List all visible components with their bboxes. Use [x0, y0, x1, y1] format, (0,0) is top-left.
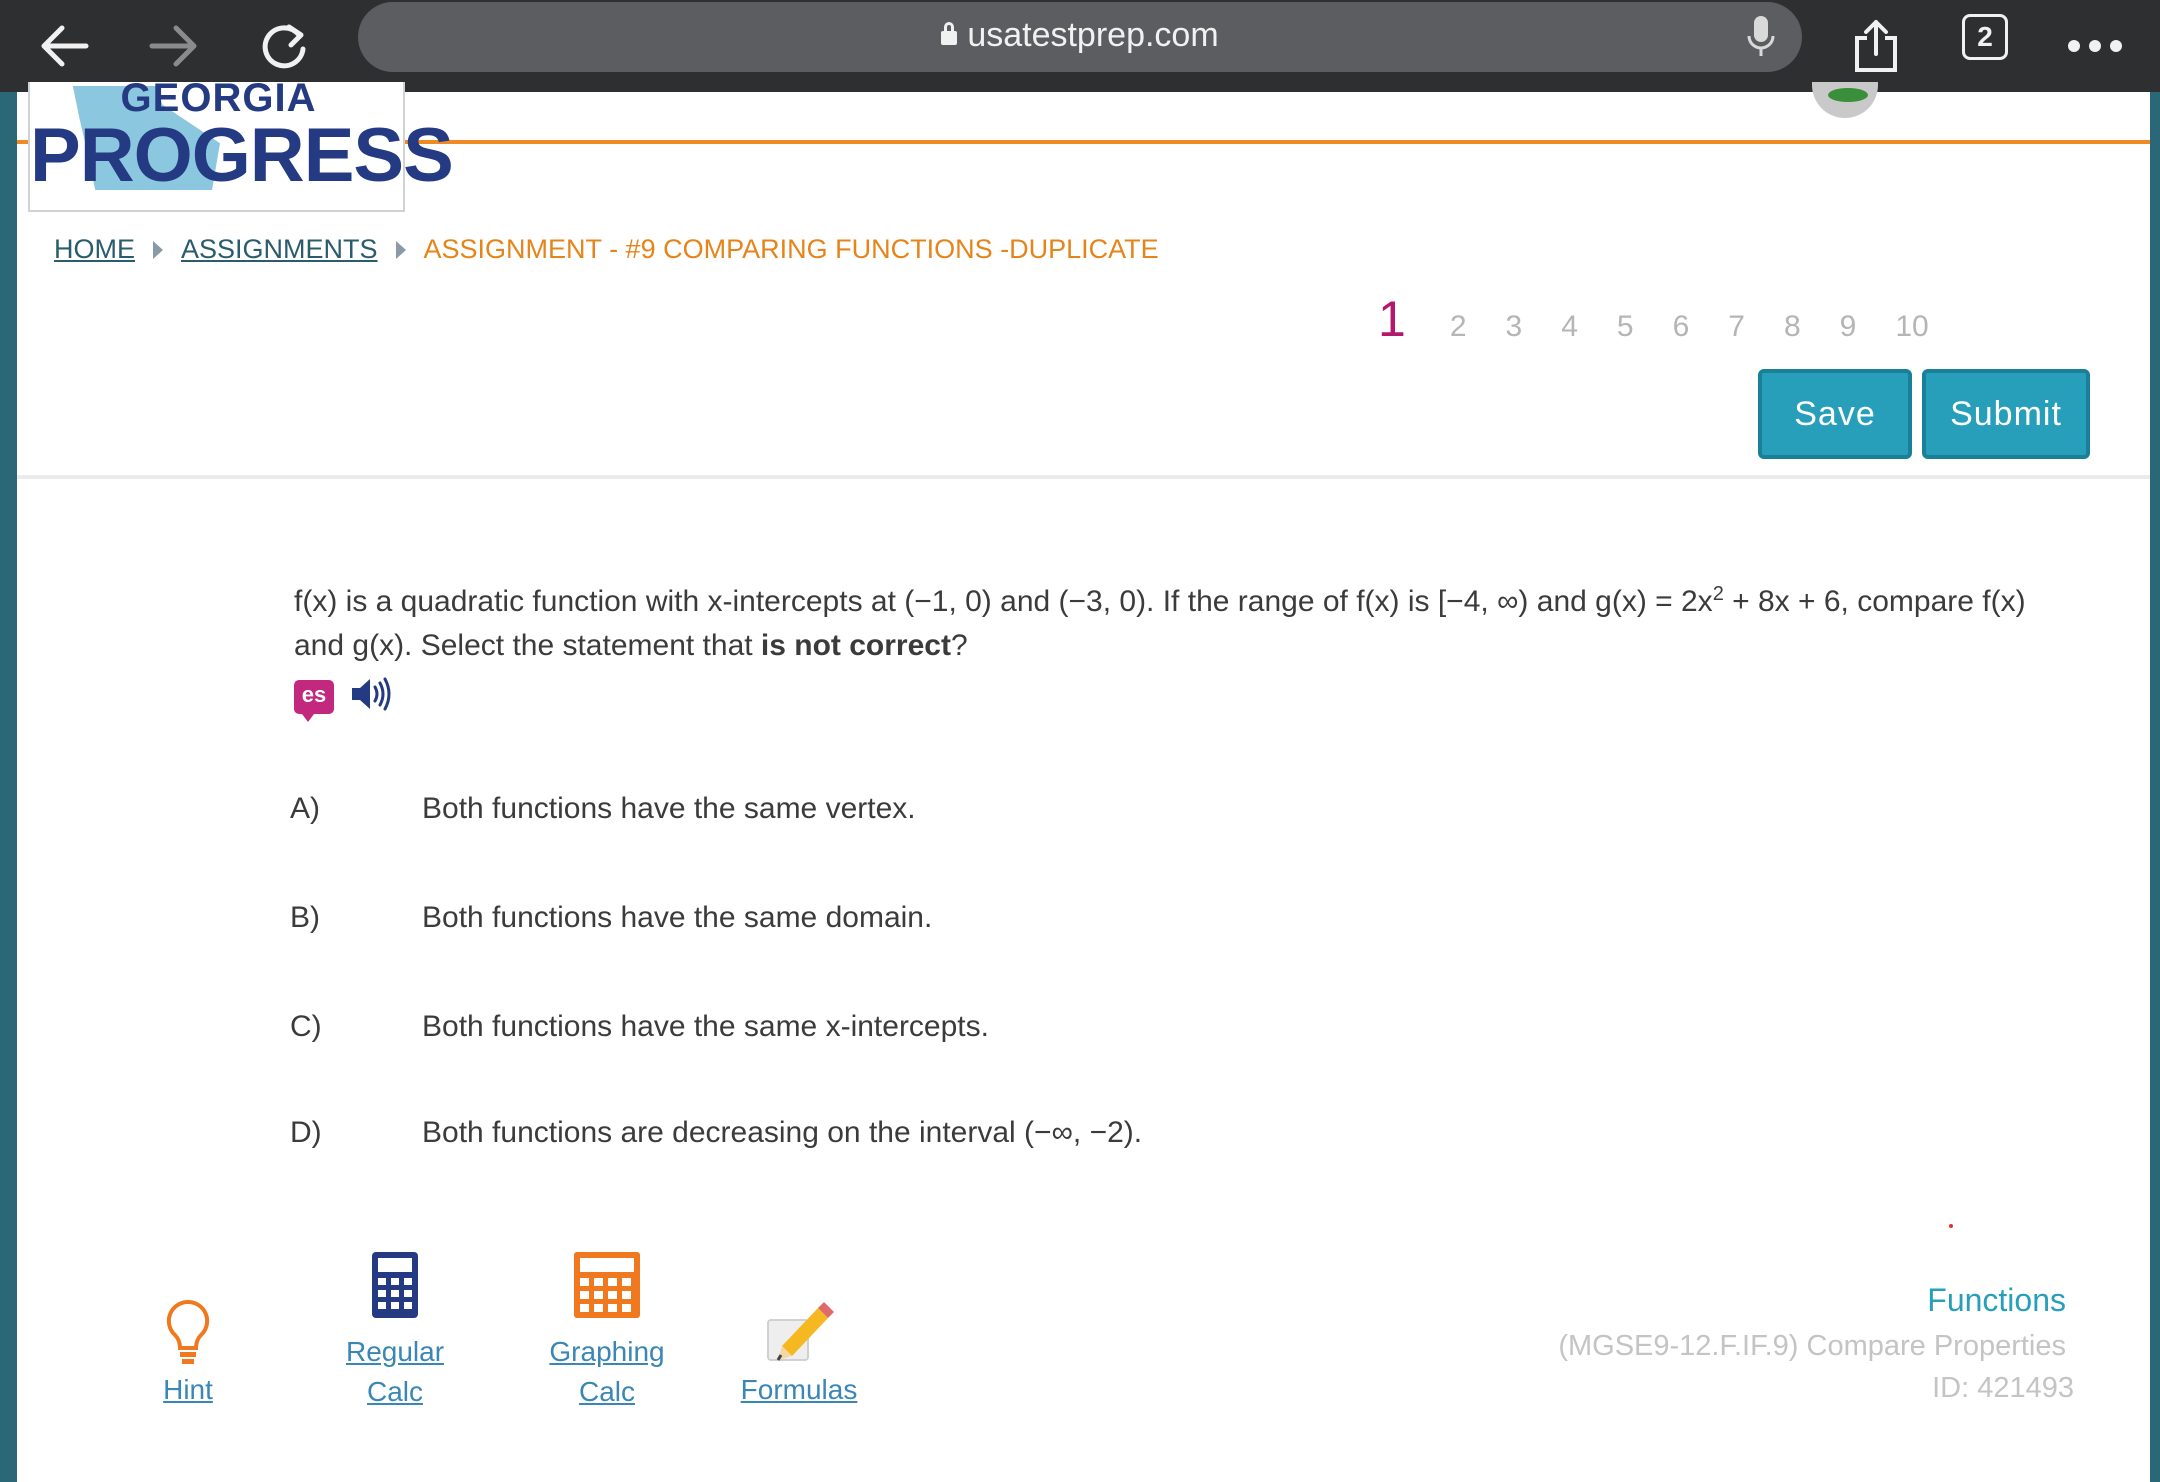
pencil-icon	[738, 1298, 860, 1370]
page-number-9[interactable]: 9	[1839, 310, 1857, 343]
microphone-icon[interactable]	[1746, 14, 1776, 65]
answer-text: Both functions have the same x-intercepts.	[422, 1010, 989, 1043]
formulas-tool[interactable]	[738, 1298, 860, 1410]
page-number-3[interactable]: 3	[1505, 310, 1523, 343]
save-button[interactable]: Save	[1758, 369, 1912, 459]
page-number-4[interactable]: 4	[1561, 310, 1578, 343]
breadcrumb-arrow-icon	[153, 241, 163, 259]
url-text: usatestprep.com	[967, 16, 1219, 54]
breadcrumb-assignments[interactable]: ASSIGNMENTS	[181, 234, 378, 264]
lock-icon	[941, 31, 957, 45]
tab-count-button[interactable]: 2	[1962, 14, 2008, 60]
question-tools	[294, 674, 392, 719]
more-icon[interactable]	[2060, 10, 2130, 82]
breadcrumb-current: ASSIGNMENT - #9 COMPARING FUNCTIONS -DUPLICATE	[423, 234, 1159, 264]
right-border	[2150, 92, 2160, 1482]
answer-choice-a[interactable]	[290, 792, 916, 826]
question-superscript: 2	[1712, 583, 1724, 605]
speaker-icon[interactable]	[350, 674, 392, 719]
question-emphasis: is not correct	[760, 629, 951, 662]
page-number-7[interactable]: 7	[1728, 310, 1745, 343]
breadcrumb-arrow-icon	[396, 241, 406, 259]
answer-letter: A)	[290, 792, 320, 825]
page-number-8[interactable]: 8	[1783, 310, 1801, 343]
marker-dot	[1949, 1224, 1953, 1228]
question-part-1: f(x) is a quadratic function with x-intercepts at (−1, 0) and (−3, 0). If the range of f(x) is [−4, ∞) and g(x) = 2x	[294, 585, 1713, 618]
answer-letter: B)	[290, 901, 320, 934]
page-number-1[interactable]: 1	[1378, 291, 1406, 347]
submit-button[interactable]: Submit	[1922, 369, 2090, 459]
share-icon[interactable]	[1840, 10, 1912, 82]
seal-icon	[1812, 82, 1878, 118]
forward-icon[interactable]	[138, 10, 210, 82]
regular-calc-link-2[interactable]: Calc	[366, 1376, 423, 1407]
answer-choice-b[interactable]	[290, 901, 932, 935]
page-number-6[interactable]: 6	[1672, 310, 1690, 343]
standard-code: (MGSE9-12.F.IF.9) Compare Properties	[1558, 1330, 2066, 1362]
answer-text: Both functions have the same domain.	[422, 901, 933, 934]
answer-letter: D)	[290, 1116, 322, 1149]
regular-calc-tool[interactable]	[340, 1250, 450, 1412]
reload-icon[interactable]	[248, 10, 320, 82]
standard-topic: Functions	[1927, 1282, 2066, 1318]
breadcrumb	[54, 234, 1159, 265]
answer-text: Both functions are decreasing on the interval (−∞, −2).	[422, 1116, 1143, 1149]
graphing-calc-link-2[interactable]: Calc	[578, 1376, 635, 1407]
regular-calc-link-1[interactable]: Regular	[345, 1336, 445, 1367]
answer-text: Both functions have the same vertex.	[422, 792, 916, 825]
breadcrumb-home[interactable]: HOME	[54, 234, 135, 264]
calculator-icon	[340, 1250, 450, 1332]
page-number-5[interactable]: 5	[1616, 310, 1634, 343]
answer-letter: C)	[290, 1010, 322, 1043]
page-number-2[interactable]: 2	[1449, 310, 1467, 343]
address-bar[interactable]	[358, 2, 1802, 72]
graphing-calc-link-1[interactable]: Graphing	[549, 1336, 665, 1367]
header-divider	[17, 475, 2150, 479]
page-content	[0, 76, 2160, 1482]
question-id: ID: 421493	[1932, 1372, 2074, 1404]
lightbulb-icon	[148, 1298, 228, 1370]
question-end: ?	[950, 629, 968, 662]
back-icon[interactable]	[28, 10, 100, 82]
graphing-calculator-icon	[546, 1250, 668, 1332]
formulas-link[interactable]: Formulas	[740, 1374, 858, 1405]
left-border	[0, 92, 17, 1482]
page-number-10[interactable]: 10	[1895, 310, 1929, 343]
question-part-2: + 8x + 6, compare f(x) and g(x). Select the statement that	[294, 585, 2026, 662]
spanish-translate-icon[interactable]: es	[294, 680, 334, 714]
logo-progress-text: PROGRESS	[30, 113, 453, 198]
georgia-progress-logo[interactable]	[28, 76, 453, 212]
graphing-calc-tool[interactable]	[546, 1250, 668, 1412]
logo-georgia-text: GEORGIA	[120, 76, 317, 120]
hint-tool[interactable]	[148, 1298, 228, 1410]
question-pager	[1378, 290, 1968, 348]
answer-choice-d[interactable]	[290, 1116, 1142, 1150]
hint-link[interactable]: Hint	[163, 1374, 213, 1405]
answer-choice-c[interactable]	[290, 1010, 989, 1044]
question-text	[294, 572, 2074, 668]
